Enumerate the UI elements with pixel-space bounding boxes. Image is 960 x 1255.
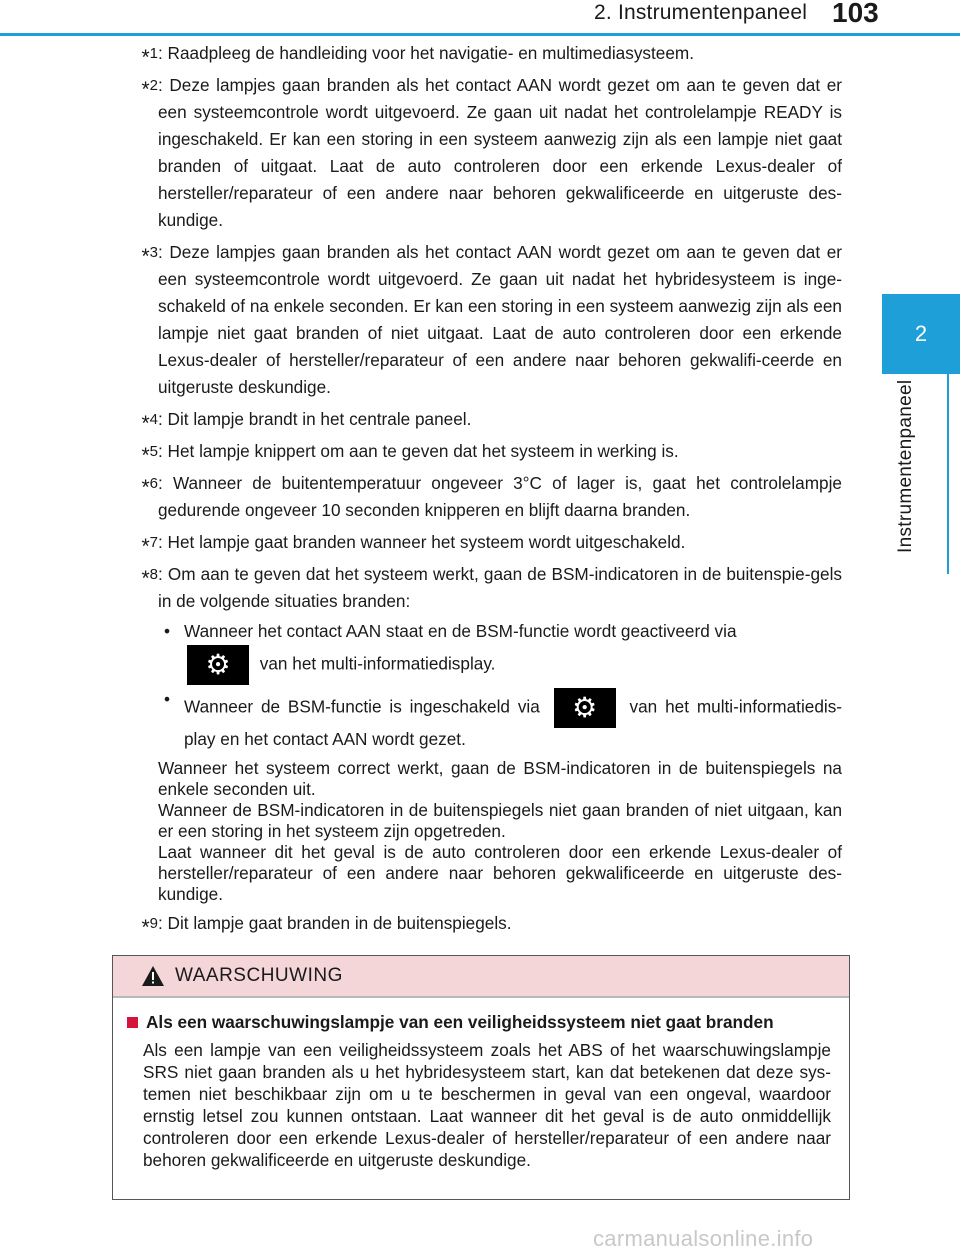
footnote-marker: *$^7$ [141,534,158,558]
bsm-paragraph-2: Wanneer de BSM-indicatoren in de buitenspiegels niet gaan branden of niet uitgaan, kan er een storing in het systeem zijn opgetreden. [158,800,842,841]
page-number: 103 [832,0,879,28]
bsm-bullet-2 [158,688,842,750]
warning-heading: WAARSCHUWING [175,965,343,986]
footnotes [110,40,842,942]
footnote-text: : Wanneer de buitentemperatuur ongeveer 3°C of lager is, gaat het controlelampje gedurende ongeveer 10 seconden knipperen en blijft daarna branden. [158,473,842,520]
bsm-paragraph-3: Laat wanneer dit het geval is de auto controleren door een erkende Lexus-dealer of hersteller/reparateur of een andere naar behoren gekwalificeerde en uitgeruste des-kundige. [158,842,842,904]
bsm-bullet-1 [158,618,842,685]
footnote-marker: *$^9$ [141,915,158,939]
footnote-8 [110,561,842,905]
footnote-text: : Dit lampje gaat branden in de buitenspiegels. [158,913,512,933]
footnote-marker: *$^5$ [141,443,158,467]
chapter-number: 2 [914,321,928,346]
warning-marker-icon [127,1017,138,1028]
footnote-marker: *$^6$ [141,475,158,499]
footnote-9 [110,910,842,937]
bullet-dot: • [164,621,171,641]
gear-icon: ⚙ [554,688,616,728]
footnote-5 [110,438,842,465]
warning-title [127,1012,849,1033]
warning-box [112,955,850,1200]
footnote-text: : Deze lampjes gaan branden als het contact AAN wordt gezet om aan te geven dat er een systeemcontrole wordt uitgevoerd. Ze gaan uit nadat het hybridesysteem is inge-schakeld of na enkele seconden. Er kan een storing in een systeem aanwezig zijn als een lampje niet gaat branden of niet uitgaat. Laat de auto controleren door een erkende Lexus-dealer of hersteller/reparateur of een andere naar behoren gekwalifi-ceerde en uitgeruste deskundige. [158,242,842,397]
footnote-text: : Dit lampje brandt in het centrale paneel. [158,409,472,429]
footnote-4 [110,406,842,433]
footnote-marker: *$^1$ [141,45,158,69]
footnote-3 [110,239,842,401]
footnote-2 [110,72,842,234]
footnote-text: : Raadpleeg de handleiding voor het navigatie- en multimediasysteem. [158,43,695,63]
header-rule [0,33,960,36]
footnote-marker: *$^8$ [141,566,158,590]
footnote-text: : Deze lampjes gaan branden als het contact AAN wordt gezet om aan te geven dat er een systeemcontrole wordt uitgevoerd. Ze gaan uit nadat het controlelampje READY is ingeschakeld. Er kan een storing in een systeem aanwezig zijn als een lampje niet gaat branden of uitgaat. Laat de auto controleren door een erkende Lexus-dealer of hersteller/reparateur of een andere naar behoren gekwalificeerde en uitgeruste des-kundige. [158,75,842,230]
warning-triangle-icon [141,965,165,987]
footnote-text: : Het lampje gaat branden wanneer het systeem wordt uitgeschakeld. [158,532,686,552]
warning-title-text: Als een waarschuwingslampje van een veiligheidssysteem niet gaat branden [146,1012,774,1032]
bullet-text-end: van het multi-informatiedis-play en het contact AAN wordt gezet. [184,696,843,749]
footnote-marker: *$^2$ [141,77,158,101]
footnote-7 [110,529,842,556]
warning-body: Als een lampje van een veiligheidssysteem zoals het ABS of het waarschuwingslampje SRS niet gaan branden als u het hybridesysteem start, kan dat betekenen dat deze sys-temen niet beschikbaar zijn om u te beschermen in geval van een ongeval, waardoor ernstig letsel zou kunnen ontstaan. Laat wanneer dit het geval is de auto onmiddellijk controleren door een erkende Lexus-dealer of hersteller/reparateur of een andere naar behoren gekwalificeerde en uitgeruste deskundige. [143,1040,831,1170]
bullet-text-end: van het multi-informatiedisplay. [259,653,496,674]
chapter-label: Instrumentenpaneel [895,380,916,554]
footnote-marker: *$^3$ [141,244,158,268]
footnote-marker: *$^4$ [141,411,158,435]
watermark: carmanualsonline.info [593,1226,814,1251]
bullet-text-start: Wanneer de BSM-functie is ingeschakeld via [184,696,540,717]
footnote-1 [110,40,842,67]
gear-icon: ⚙ [187,645,249,685]
section-title: 2. Instrumentenpaneel [594,1,808,24]
page-header [0,0,960,40]
chapter-tab-line [947,374,949,574]
chapter-tab [882,294,960,374]
bullet-text-start: Wanneer het contact AAN staat en de BSM-functie wordt geactiveerd via [184,621,737,641]
footnote-text: : Het lampje knippert om aan te geven dat het systeem in werking is. [158,441,679,461]
bsm-paragraph-1: Wanneer het systeem correct werkt, gaan de BSM-indicatoren in de buitenspiegels na enkele seconden uit. [158,758,842,799]
warning-header [113,956,849,998]
bullet-dot: • [164,689,171,709]
footnote-text: : Om aan te geven dat het systeem werkt, gaan de BSM-indicatoren in de buitenspie-gels in de volgende situaties branden: [158,564,842,611]
footnote-6 [110,470,842,524]
